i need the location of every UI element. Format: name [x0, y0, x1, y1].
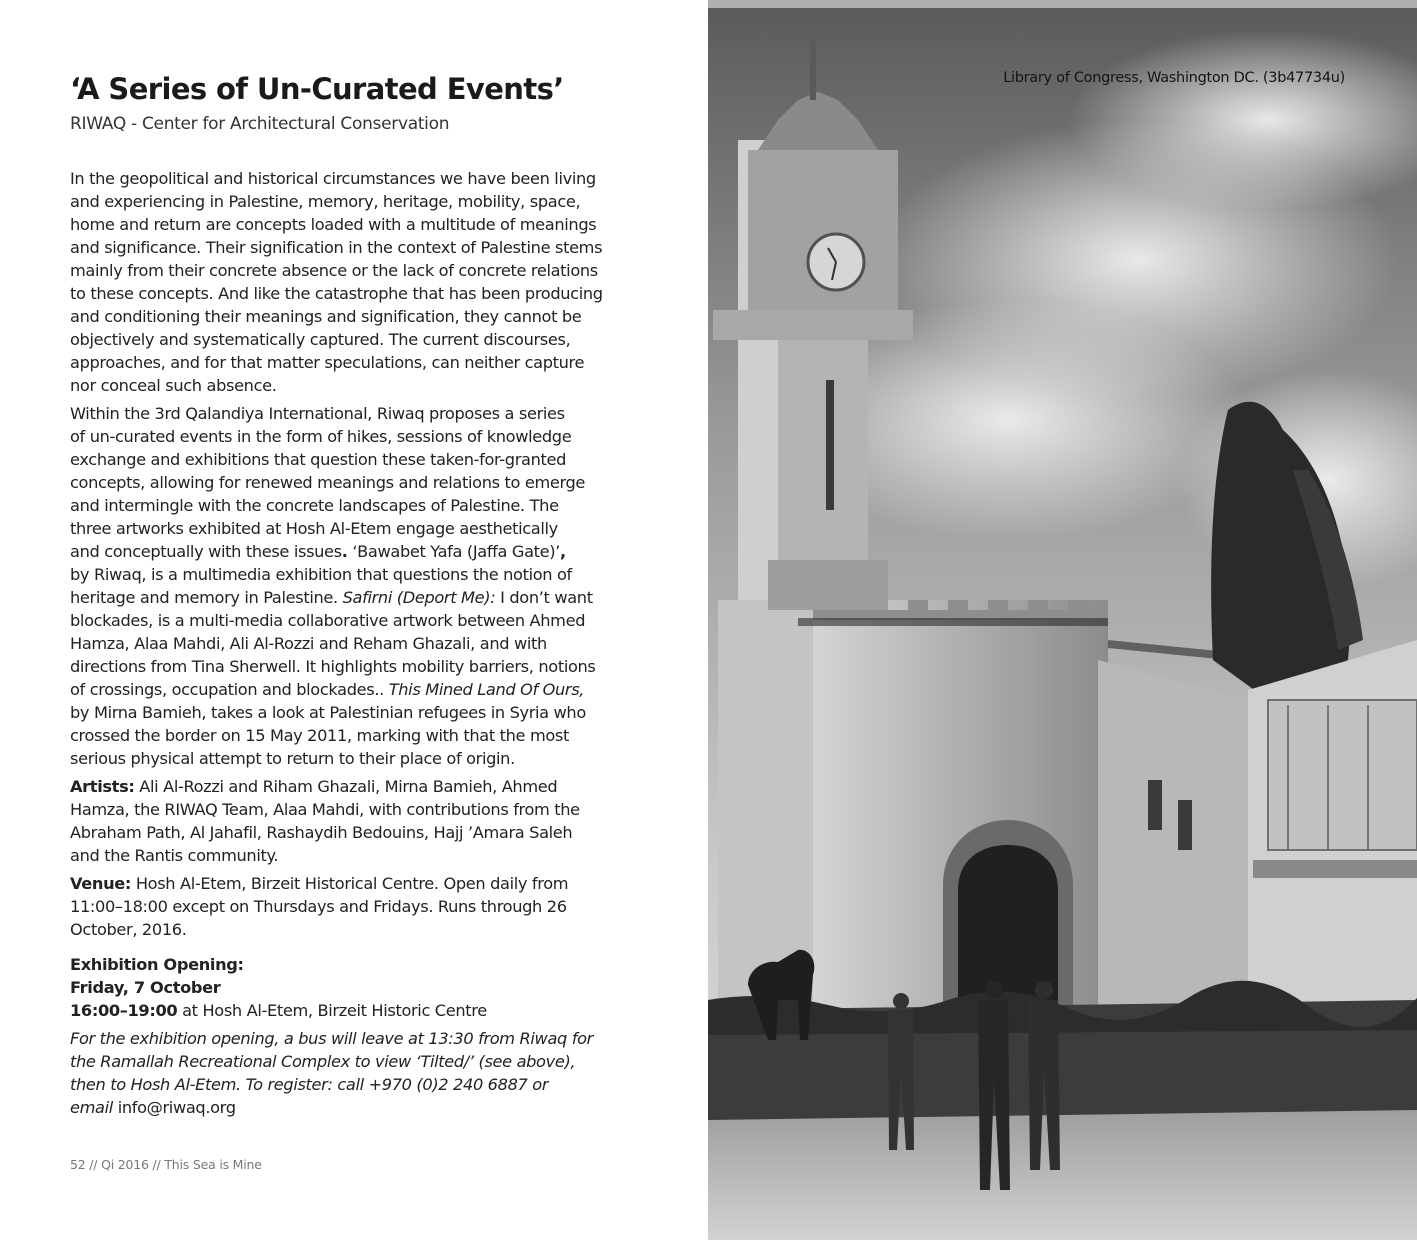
text-run: and conceptually with these issues — [70, 542, 342, 561]
text-line: October, 2016. — [70, 920, 187, 939]
opening-place: at Hosh Al-Etem, Birzeit Historic Centre — [177, 1001, 487, 1020]
text-run: of crossings, occupation and blockades.. — [70, 680, 389, 699]
artists-label: Artists: — [70, 777, 135, 796]
opening-time: 16:00–19:00 — [70, 1001, 178, 1020]
text-line: nor conceal such absence. — [70, 376, 277, 395]
artists-block — [70, 775, 645, 867]
opening-block — [70, 953, 645, 1022]
email-link[interactable]: info@riwaq.org — [117, 1098, 236, 1117]
page-footer: 52 // Qi 2016 // This Sea is Mine — [70, 1157, 262, 1172]
text-line: by Mirna Bamieh, takes a look at Palestinian refugees in Syria who — [70, 703, 586, 722]
text-line: concepts, allowing for renewed meanings and relations to emerge — [70, 473, 586, 492]
text-run: then to Hosh Al-Etem. To register: call +970 (0)2 240 6887 or — [70, 1075, 549, 1094]
text-run: For the exhibition opening, a bus will leave at 13:30 from Riwaq for — [70, 1029, 593, 1048]
text-page — [0, 0, 708, 1240]
text-line: Abraham Path, Al Jahafil, Rashaydih Bedouins, Hajj ’Amara Saleh — [70, 823, 573, 842]
text-line: objectively and systematically captured. The current discourses, — [70, 330, 571, 349]
text-run: heritage and memory in Palestine. — [70, 588, 343, 607]
article-body — [70, 167, 645, 1119]
opening-date: Friday, 7 October — [70, 978, 221, 997]
text-run: the Ramallah Recreational Complex to view ‘Tilted/’ (see above), — [70, 1052, 576, 1071]
text-line: and conditioning their meanings and signification, they cannot be — [70, 307, 582, 326]
article-title: ‘A Series of Un-Curated Events’ — [70, 72, 564, 106]
jaffa-gate-photo — [708, 0, 1417, 1240]
text-line: and experiencing in Palestine, memory, heritage, mobility, space, — [70, 192, 581, 211]
article-subtitle: RIWAQ - Center for Architectural Conservation — [70, 114, 450, 134]
opening-heading: Exhibition Opening: — [70, 955, 244, 974]
text-line: approaches, and for that matter speculations, can neither capture — [70, 353, 585, 372]
artwork-title-safirni: Safirni (Deport Me): — [342, 588, 496, 607]
text-run: Ali Al-Rozzi and Riham Ghazali, Mirna Bamieh, Ahmed — [134, 777, 558, 796]
text-line: home and return are concepts loaded with a multitude of meanings — [70, 215, 597, 234]
photo-credit: Library of Congress, Washington DC. (3b47734u) — [1003, 70, 1345, 86]
paragraph-intro — [70, 167, 645, 397]
text-line: to these concepts. And like the catastrophe that has been producing — [70, 284, 603, 303]
text-line: blockades, is a multi-media collaborative artwork between Ahmed — [70, 611, 586, 630]
text-line: exchange and exhibitions that question these taken-for-granted — [70, 450, 567, 469]
text-line — [70, 540, 645, 563]
artwork-title-mined-land: This Mined Land Of Ours, — [388, 680, 585, 699]
text-line — [70, 999, 645, 1022]
text-line: In the geopolitical and historical circumstances we have been living — [70, 169, 596, 188]
historic-photo — [708, 0, 1417, 1240]
paragraph-events — [70, 402, 645, 770]
text-line: of un-curated events in the form of hikes, sessions of knowledge — [70, 427, 572, 446]
bus-info — [70, 1027, 645, 1119]
text-line: and the Rantis community. — [70, 846, 279, 865]
text-line — [70, 775, 645, 798]
venue-block — [70, 872, 645, 941]
text-line — [70, 872, 645, 895]
text-line — [70, 678, 645, 701]
text-line: Hamza, Alaa Mahdi, Ali Al-Rozzi and Reham Ghazali, and with — [70, 634, 547, 653]
text-line — [70, 586, 645, 609]
text-line: and intermingle with the concrete landscapes of Palestine. The — [70, 496, 559, 515]
bold-comma: , — [560, 542, 566, 561]
bold-period: . — [341, 542, 348, 561]
text-line: Within the 3rd Qalandiya International, Riwaq proposes a series — [70, 404, 565, 423]
text-line: by Riwaq, is a multimedia exhibition that questions the notion of — [70, 565, 572, 584]
text-line: serious physical attempt to return to their place of origin. — [70, 749, 515, 768]
venue-label: Venue: — [70, 874, 132, 893]
text-line: mainly from their concrete absence or the lack of concrete relations — [70, 261, 598, 280]
text-line: directions from Tina Sherwell. It highlights mobility barriers, notions — [70, 657, 596, 676]
artwork-title-jaffa-gate: ‘Bawabet Yafa (Jaffa Gate)’ — [347, 542, 561, 561]
text-run: email — [70, 1098, 118, 1117]
text-run: Hosh Al-Etem, Birzeit Historical Centre. Open daily from — [131, 874, 569, 893]
text-line: crossed the border on 15 May 2011, marking with that the most — [70, 726, 570, 745]
text-line: 11:00–18:00 except on Thursdays and Fridays. Runs through 26 — [70, 897, 567, 916]
text-line: three artworks exhibited at Hosh Al-Etem engage aesthetically — [70, 519, 558, 538]
text-line: Hamza, the RIWAQ Team, Alaa Mahdi, with contributions from the — [70, 800, 580, 819]
text-line: and significance. Their signification in the context of Palestine stems — [70, 238, 603, 257]
text-run: I don’t want — [495, 588, 593, 607]
